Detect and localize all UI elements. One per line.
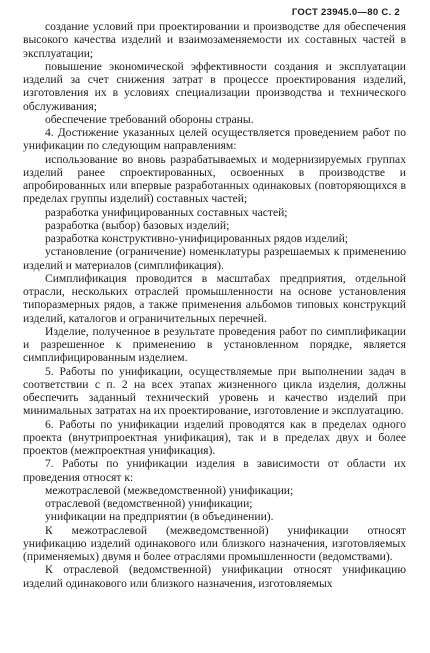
paragraph: межотраслевой (межведомственной) унификации;: [45, 483, 294, 497]
paragraph: 5. Работы по унификации, осуществляемые при выполнении задач в соответствии с п. 2 на всех этапах жизненного цикла изделия, должны обеспечить заданный технический уровень и качество изделий при минимальных затратах на их проектирование, изготовление и эксплуатацию.: [23, 364, 406, 418]
paragraph: разработка конструктивно-унифицированных рядов изделий;: [45, 232, 349, 245]
paragraph: К межотраслевой (межведомственной) унификации относят унификацию изделий одинакового или близкого назначения, изготовляемых (применяемых) двумя и более отраслями промышленности (ведомствами).: [23, 523, 406, 563]
paragraph: К отраслевой (ведомственной) унификации относят унификацию изделий одинакового или близкого назначения, изготовляемых: [23, 563, 406, 590]
paragraph: 7. Работы по унификации изделия в зависимости от области их проведения относят к:: [23, 457, 406, 484]
paragraph: повышение экономической эффективности создания и эксплуатации изделий за счет снижения затрат в процессе проектирования изделий, изготовления их в условиях специализации производства и технического обслуживания;: [23, 59, 406, 113]
paragraph: отраслевой (ведомственной) унификации;: [45, 497, 253, 510]
paragraph: создание условий при проектировании и производстве для обеспечения высокого качества изделий и взаимозаменяемости их составных частей в эксплуатации;: [23, 20, 406, 60]
paragraph: использование во вновь разрабатываемых и модернизируемых группах изделий ранее спроектированных, освоенных в производстве и апробированных или впервые разработанных одинаковых (повторяющихся в пределах группы изделий) составных частей;: [23, 152, 406, 206]
paragraph: установление (ограничение) номенклатуры разрешаемых к применению изделий и материалов (симплификация).: [23, 245, 406, 272]
page-header: ГОСТ 23945.0—80 С. 2: [291, 7, 400, 18]
paragraph: 6. Работы по унификации изделий проводятся как в пределах одного проекта (внутрипроектная унификация), так и в пределах двух и более проектов (межпроектная унификация).: [23, 417, 406, 457]
paragraph: разработка унифицированных составных частей;: [45, 205, 288, 219]
document-body: [23, 20, 406, 590]
paragraph: унификации на предприятии (в объединении).: [45, 510, 274, 524]
paragraph: 4. Достижение указанных целей осуществляется проведением работ по унификации по следующим направлениям:: [23, 126, 406, 153]
paragraph: разработка (выбор) базовых изделий;: [45, 218, 230, 232]
paragraph: Симплификация проводится в масштабах предприятия, отдельной отрасли, нескольких отраслей промышленности на основе установления типоразмерных рядов, а также применения альбомов типовых конструкций изделий, каталогов и ограничительных перечней.: [23, 271, 406, 325]
paragraph: обеспечение требований обороны страны.: [45, 112, 254, 126]
paragraph: Изделие, полученное в результате проведения работ по симплификации и разрешенное к применению в установленном порядке, является симплифицированным изделием.: [23, 324, 406, 365]
